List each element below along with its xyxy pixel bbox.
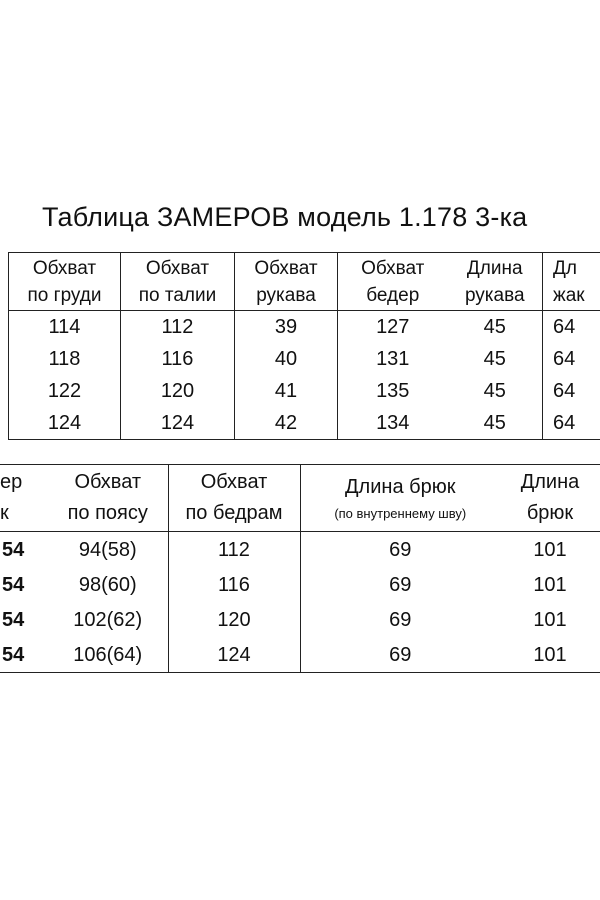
- header-clipped: ер к: [0, 465, 48, 532]
- table-row: [0, 532, 600, 568]
- table-cell: 45: [483, 380, 506, 402]
- table-row: [9, 343, 600, 375]
- table-cell: 64: [543, 407, 600, 440]
- table-cell: 122: [9, 375, 121, 407]
- table-header-row: [0, 465, 600, 532]
- table-row: [9, 311, 600, 344]
- header-hips: Обхват бедер: [338, 253, 448, 311]
- table-cell: 42: [235, 407, 338, 440]
- table-row: [0, 637, 600, 673]
- header-trouser-length: Длина брюк: [500, 465, 600, 532]
- table-cell: 116: [121, 343, 235, 375]
- table-cell: 54: [2, 573, 25, 596]
- table-cell: 69: [300, 602, 500, 637]
- table-cell: 102(62): [73, 608, 143, 631]
- header-chest: Обхват по груди: [9, 253, 121, 311]
- table-cell: 106(64): [73, 643, 143, 666]
- measurements-table-bottom: [0, 464, 600, 673]
- table-cell: 64: [543, 311, 600, 344]
- header-sleeve-girth: Обхват рукава: [235, 253, 338, 311]
- table-cell: 98(60): [78, 573, 137, 596]
- table-cell: 124: [9, 407, 121, 440]
- table-row: [9, 375, 600, 407]
- table-cell: 41: [235, 375, 338, 407]
- header-hips: Обхват по бедрам: [168, 465, 300, 532]
- table-cell: 101: [533, 573, 567, 596]
- table-cell: 114: [9, 311, 121, 344]
- header-belt: Обхват по поясу: [48, 465, 168, 532]
- table-row: [0, 567, 600, 602]
- measurements-table-top: [8, 252, 600, 440]
- table-cell: 112: [121, 311, 235, 344]
- table-cell: 118: [9, 343, 121, 375]
- table-cell: 94(58): [78, 538, 137, 561]
- table-cell: 101: [533, 538, 567, 561]
- table-cell: 40: [235, 343, 338, 375]
- table-cell: 124: [168, 637, 300, 673]
- table-cell: 54: [2, 538, 25, 561]
- table-row: [9, 407, 600, 440]
- table-cell: 124: [121, 407, 235, 440]
- table-cell: 45: [483, 412, 506, 434]
- table-cell: 54: [2, 608, 25, 631]
- table-cell: 54: [2, 643, 25, 666]
- table-cell: 69: [300, 532, 500, 568]
- table-cell: 69: [300, 567, 500, 602]
- table-cell: 127: [338, 311, 448, 344]
- table-cell: 112: [168, 532, 300, 568]
- table-cell: 45: [483, 348, 506, 370]
- table-cell: 134: [338, 407, 448, 440]
- table-cell: 39: [235, 311, 338, 344]
- header-sleeve-length: Длина рукава: [448, 253, 543, 311]
- table-cell: 64: [543, 375, 600, 407]
- table-cell: 69: [300, 637, 500, 673]
- table-cell: 120: [168, 602, 300, 637]
- table-cell: 101: [533, 608, 567, 631]
- table-cell: 101: [533, 643, 567, 666]
- table-cell: 45: [483, 316, 506, 338]
- table-row: [0, 602, 600, 637]
- table-header-row: [9, 253, 600, 311]
- table-cell: 120: [121, 375, 235, 407]
- page-title: Таблица ЗАМЕРОВ модель 1.178 3-ка: [42, 202, 528, 232]
- header-jacket-length: Дл жак: [543, 253, 600, 311]
- table-cell: 131: [338, 343, 448, 375]
- table-cell: 135: [338, 375, 448, 407]
- table-cell: 116: [168, 567, 300, 602]
- table-cell: 64: [543, 343, 600, 375]
- header-waist: Обхват по талии: [121, 253, 235, 311]
- header-inseam: Длина брюк (по внутреннему шву): [300, 465, 500, 532]
